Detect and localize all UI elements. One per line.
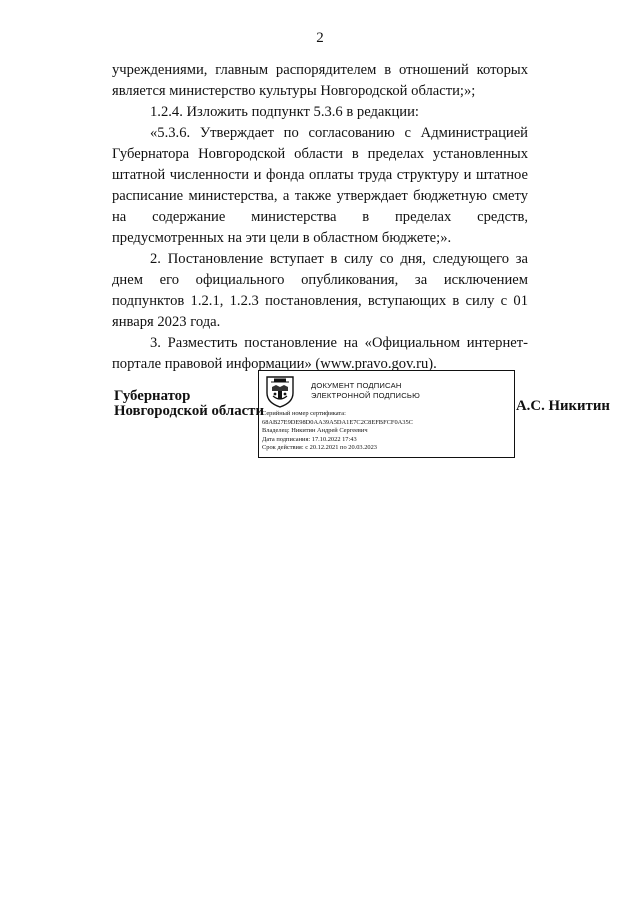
stamp-title	[311, 381, 420, 401]
signer-name: А.С. Никитин	[516, 398, 610, 414]
coat-of-arms-icon	[264, 374, 296, 408]
stamp-title-line1: ДОКУМЕНТ ПОДПИСАН	[311, 381, 402, 390]
paragraph-1-2-4: 1.2.4. Изложить подпункт 5.3.6 в редакции:	[150, 104, 419, 120]
certificate-number: 68AB27E9DE98D0AA39A5DA1E7C2C8EFBFCF0A35C	[262, 418, 413, 426]
paragraph-5-3-6: «5.3.6. Утверждает по согласованию с Администрацией Губернатора Новгородской области в пределах установленных штатной численности и фонда оплаты труда структуру и штатное расписание министерства, а также утверждает бюджетную смету на содержание министерства в пределах средств, предусмотренных на эти цели в областном бюджете;».	[112, 125, 528, 246]
signature-block	[0, 368, 640, 468]
paragraph-3: 3. Разместить постановление на «Официальном интернет-портале правовой информации» (www.pravo.gov.ru).	[112, 335, 528, 372]
paragraph-2: 2. Постановление вступает в силу со дня, следующего за днем его официального опубликования, за исключением подпунктов 1.2.1, 1.2.3 постановления, вступающих в силу с 01 января 2023 года.	[112, 251, 528, 330]
certificate-validity: Срок действия: с 20.12.2021 по 20.03.2023	[262, 444, 378, 452]
stamp-details	[262, 410, 512, 453]
certificate-owner: Владелец: Никитин Андрей Сергеевич	[262, 427, 368, 435]
stamp-title-line2: ЭЛЕКТРОННОЙ ПОДПИСЬЮ	[311, 391, 420, 400]
signed-date: Дата подписания: 17.10.2022 17:43	[262, 435, 357, 443]
certificate-label: Серийный номер сертификата:	[262, 410, 346, 417]
document-body	[112, 60, 528, 375]
paragraph-continuation: учреждениями, главным распорядителем в отношений которых является министерство культуры Новгородской области;»;	[112, 62, 528, 99]
page-number: 2	[316, 30, 324, 46]
signer-position-line2: Новгородской области	[114, 403, 264, 419]
signer-position	[114, 389, 264, 419]
electronic-signature-stamp	[258, 370, 515, 458]
signer-position-line1: Губернатор	[114, 388, 191, 404]
